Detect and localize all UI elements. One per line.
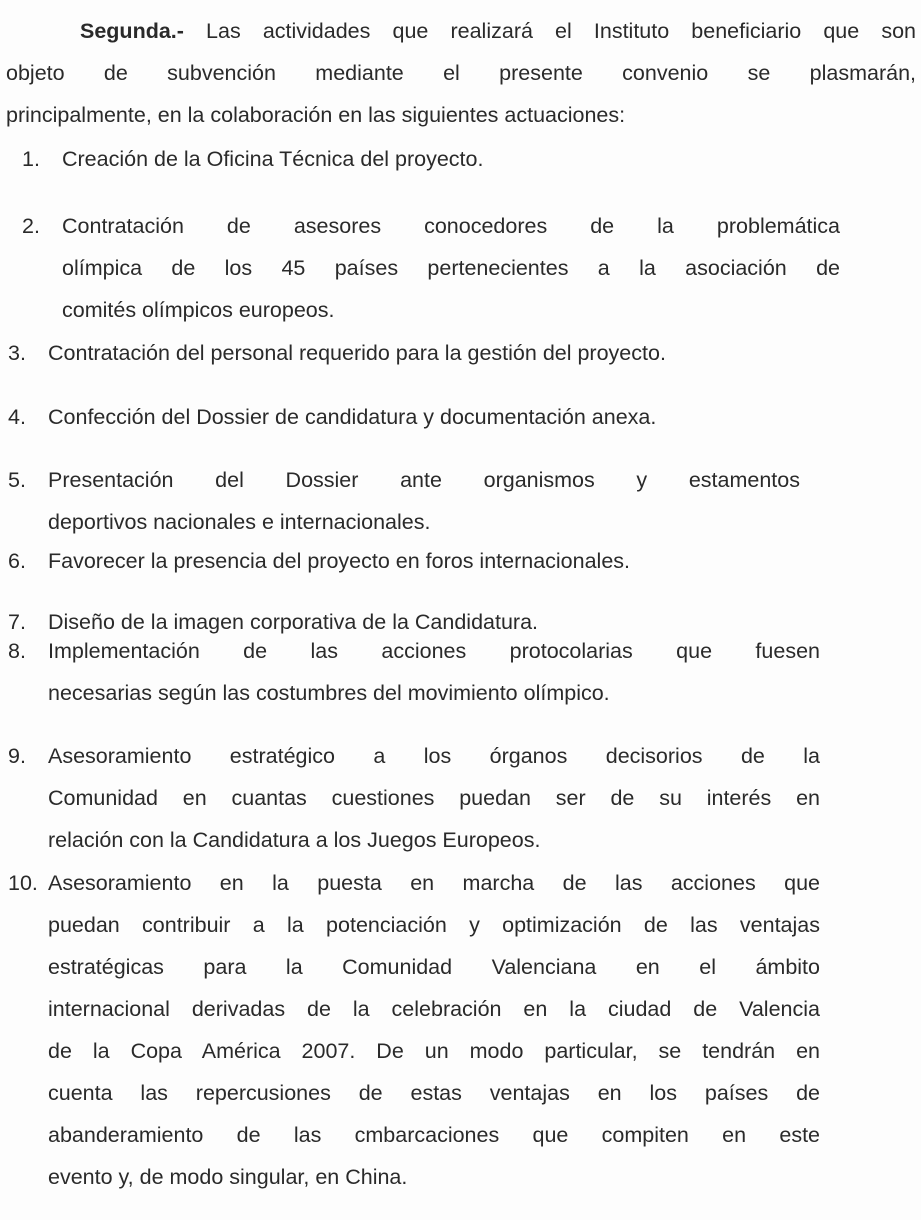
item-10-line-4: internacional derivadas de la celebración en la ciudad de Valencia [48,997,820,1021]
intro-line-2: objeto de subvención mediante el presente convenio se plasmarán, [6,61,916,85]
item-number: 3. [8,341,26,365]
item-number: 4. [8,405,26,429]
item-number: 2. [22,214,40,238]
item-number: 10. [8,871,38,895]
item-number: 8. [8,639,26,663]
item-number: 7. [8,610,26,634]
item-4-line-1: Confección del Dossier de candidatura y documentación anexa. [48,405,657,429]
item-9-line-1: Asesoramiento estratégico a los órganos decisorios de la [48,744,820,768]
item-number: 1. [22,147,40,171]
item-10-line-2: puedan contribuir a la potenciación y optimización de las ventajas [48,913,820,937]
item-number: 6. [8,549,26,573]
item-10-line-1: Asesoramiento en la puesta en marcha de las acciones que [48,871,820,895]
item-5-line-2: deportivos nacionales e internacionales. [48,510,431,534]
intro-text: Las actividades que realizará el Instituto beneficiario que son [206,19,917,43]
item-2-line-2: olímpica de los 45 países pertenecientes a la asociación de [62,256,840,280]
item-10-line-8: evento y, de modo singular, en China. [48,1165,408,1189]
clause-heading: Segunda.- [80,19,184,43]
item-8-line-1: Implementación de las acciones protocolarias que fuesen [48,639,820,663]
item-5-line-1: Presentación del Dossier ante organismos y estamentos [48,468,800,492]
item-7-line-1: Diseño de la imagen corporativa de la Candidatura. [48,610,539,634]
item-number: 5. [8,468,26,492]
item-2-line-1: Contratación de asesores conocedores de la problemática [62,214,840,238]
item-3-line-1: Contratación del personal requerido para la gestión del proyecto. [48,341,666,365]
item-9-line-3: relación con la Candidatura a los Juegos Europeos. [48,828,541,852]
item-10-line-6: cuenta las repercusiones de estas ventajas en los países de [48,1081,820,1105]
item-10-line-3: estratégicas para la Comunidad Valenciana en el ámbito [48,955,820,979]
item-9-line-2: Comunidad en cuantas cuestiones puedan ser de su interés en [48,786,820,810]
intro-line-3: principalmente, en la colaboración en las siguientes actuaciones: [6,103,626,127]
item-10-line-7: abanderamiento de las cmbarcaciones que compiten en este [48,1123,820,1147]
item-6-line-1: Favorecer la presencia del proyecto en foros internacionales. [48,549,631,573]
item-2-line-3: comités olímpicos europeos. [62,298,335,322]
intro-line-1 [80,18,916,44]
item-number: 9. [8,744,26,768]
item-1-line-1: Creación de la Oficina Técnica del proyecto. [62,147,484,171]
item-8-line-2: necesarias según las costumbres del movimiento olímpico. [48,681,610,705]
item-10-line-5: de la Copa América 2007. De un modo particular, se tendrán en [48,1039,820,1063]
